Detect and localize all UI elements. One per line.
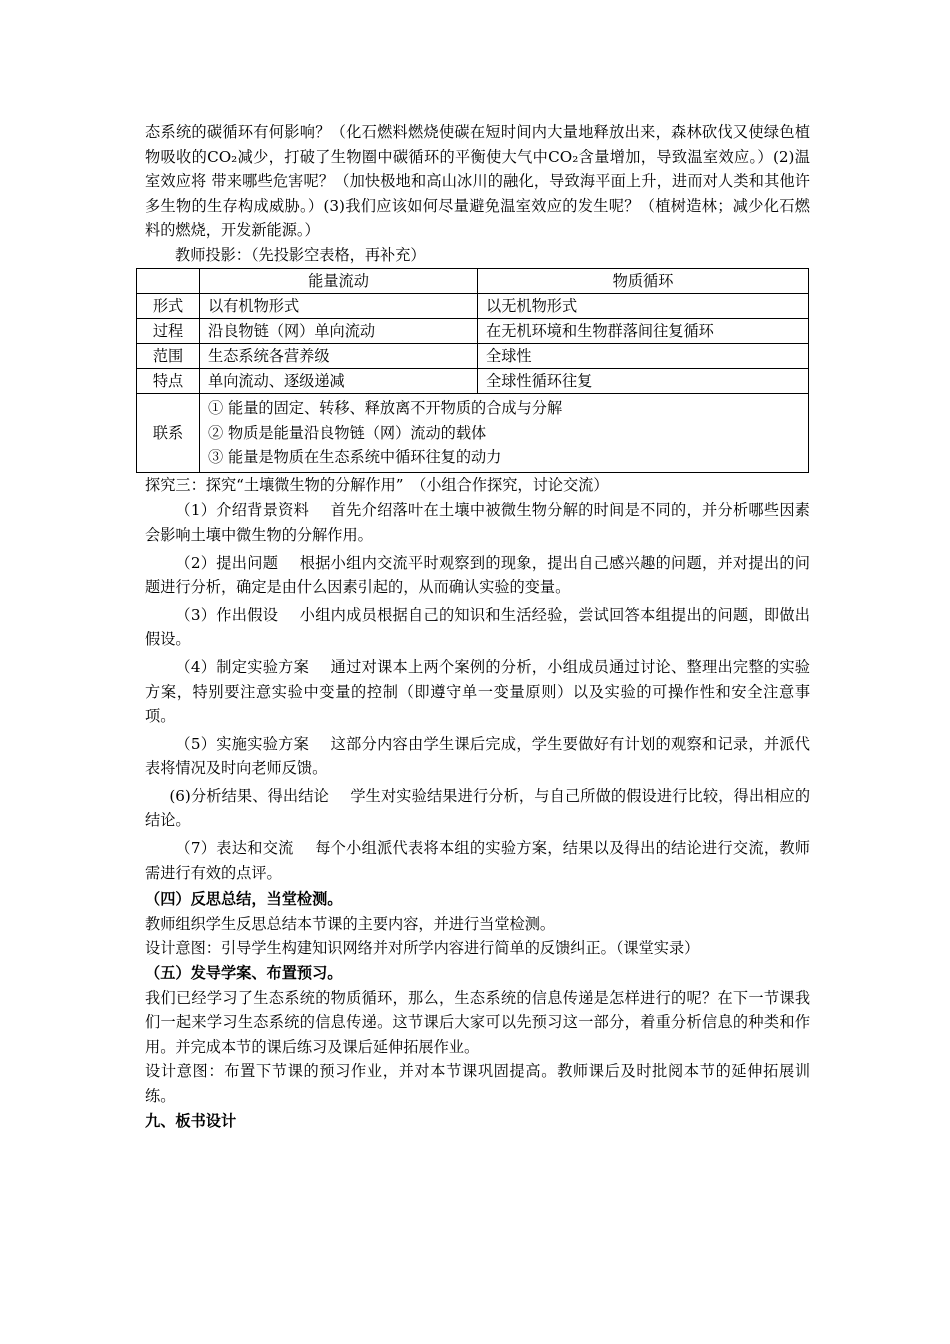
explore-step-7 bbox=[145, 836, 810, 885]
material-cell: 在无机环境和生物群落间往复循环 bbox=[478, 318, 809, 343]
row-label: 过程 bbox=[137, 318, 200, 343]
table-row bbox=[137, 368, 809, 393]
energy-cell: 以有机物形式 bbox=[200, 293, 478, 318]
header-cell-empty bbox=[137, 268, 200, 293]
intro-paragraph: 态系统的碳循环有何影响？（化石燃料燃烧使碳在短时间内大量地释放出来，森林砍伐又使绿色植物吸收的CO₂减少，打破了生物圈中碳循环的平衡使大气中CO₂含量增加，导致温室效应。）(2)温室效应将 带来哪些危害呢？（加快极地和高山冰川的融化，导致海平面上升，进而对人类和其他许多生物的生存构成威胁。）(3)我们应该如何尽量避免温室效应的发生呢？（植树造林；减少化石燃料的燃烧，开发新能源。） bbox=[145, 123, 810, 240]
row-label: 特点 bbox=[137, 368, 200, 393]
section5-intent: 设计意图：布置下节课的预习作业，并对本节课巩固提高。教师课后及时批阅本节的延伸拓展训练。 bbox=[145, 1062, 810, 1105]
section4-line1: 教师组织学生反思总结本节课的主要内容，并进行当堂检测。 bbox=[145, 914, 556, 933]
explore-step-3 bbox=[145, 603, 810, 652]
step-label: （2）提出问题 bbox=[175, 553, 279, 572]
row-label: 形式 bbox=[137, 293, 200, 318]
step-label: （5）实施实验方案 bbox=[175, 734, 310, 753]
relation-line: ② 物质是能量沿良物链（网）流动的载体 bbox=[208, 423, 487, 442]
explore-step-5 bbox=[145, 732, 810, 781]
relation-line: ③ 能量是物质在生态系统中循环往复的动力 bbox=[208, 448, 502, 467]
section4-title: （四）反思总结，当堂检测。 bbox=[145, 890, 343, 909]
explore-step-2 bbox=[145, 551, 810, 600]
section5-title: （五）发导学案、布置预习。 bbox=[145, 964, 343, 983]
energy-cell: 沿良物链（网）单向流动 bbox=[200, 318, 478, 343]
step-text: 学生对实验结果进行分析，与自己所做的假设进行比较，得出相应的结论。 bbox=[145, 786, 811, 830]
row-label: 范围 bbox=[137, 343, 200, 368]
step-label: （3）作出假设 bbox=[175, 605, 279, 624]
step-text: 首先介绍落叶在土壤中被微生物分解的时间是不同的，并分析哪些因素会影响土壤中微生物的分解作用。 bbox=[145, 501, 810, 544]
explore-step-1 bbox=[145, 498, 810, 547]
step-label: （4）制定实验方案 bbox=[175, 657, 310, 676]
table-header-row bbox=[137, 268, 809, 293]
table-row bbox=[137, 343, 809, 368]
energy-cell: 单向流动、逐级递减 bbox=[200, 368, 478, 393]
step-label: （7）表达和交流 bbox=[175, 839, 294, 858]
explore-step-6 bbox=[145, 784, 810, 833]
section4-line2: 设计意图：引导学生构建知识网络并对所学内容进行简单的反馈纠正。（课堂实录） bbox=[145, 939, 700, 958]
step-text: 小组内成员根据自己的知识和生活经验，尝试回答本组提出的问题，即做出假设。 bbox=[145, 605, 810, 649]
comparison-table bbox=[136, 268, 809, 473]
table-row bbox=[137, 318, 809, 343]
energy-cell: 生态系统各营养级 bbox=[200, 343, 478, 368]
table-caption: 教师投影：（先投影空表格，再补充） bbox=[175, 245, 426, 264]
step-text: 根据小组内交流平时观察到的现象，提出自己感兴趣的问题，并对提出的问题进行分析，确定是由什么因素引起的，从而确认实验的变量。 bbox=[145, 553, 810, 597]
section9-title: 九、板书设计 bbox=[145, 1111, 237, 1130]
step-text: 这部分内容由学生课后完成，学生要做好有计划的观察和记录，并派代表将情况及时向老师反馈。 bbox=[145, 734, 810, 778]
material-cell: 全球性循环往复 bbox=[478, 368, 809, 393]
header-energy-flow: 能量流动 bbox=[200, 268, 478, 293]
relation-row bbox=[137, 393, 809, 472]
relation-cell bbox=[200, 393, 809, 472]
material-cell: 全球性 bbox=[478, 343, 809, 368]
step-text: 每个小组派代表将本组的实验方案，结果以及得出的结论进行交流，教师需进行有效的点评。 bbox=[145, 839, 810, 882]
explore-title: 探究三：探究“土壤微生物的分解作用” （小组合作探究，讨论交流） bbox=[145, 475, 609, 494]
step-text: 通过对课本上两个案例的分析，小组成员通过讨论、整理出完整的实验方案，特别要注意实验中变量的控制（即遵守单一变量原则）以及实验的可操作性和安全注意事项。 bbox=[145, 657, 810, 726]
document-page bbox=[145, 120, 810, 1133]
table-row bbox=[137, 293, 809, 318]
section5-paragraph: 我们已经学习了生态系统的物质循环，那么，生态系统的信息传递是怎样进行的呢？在下一节课我们一起来学习生态系统的信息传递。这节课后大家可以先预习这一部分，着重分析信息的种类和作用。并完成本节的课后练习及课后延伸拓展作业。 bbox=[145, 988, 810, 1056]
material-cell: 以无机物形式 bbox=[478, 293, 809, 318]
header-material-cycle: 物质循环 bbox=[478, 268, 809, 293]
step-label: (6)分析结果、得出结论 bbox=[169, 786, 329, 805]
relation-label: 联系 bbox=[137, 393, 200, 472]
step-label: （1）介绍背景资料 bbox=[175, 501, 310, 520]
relation-line: ① 能量的固定、转移、释放离不开物质的合成与分解 bbox=[208, 398, 563, 417]
explore-step-4 bbox=[145, 655, 810, 729]
